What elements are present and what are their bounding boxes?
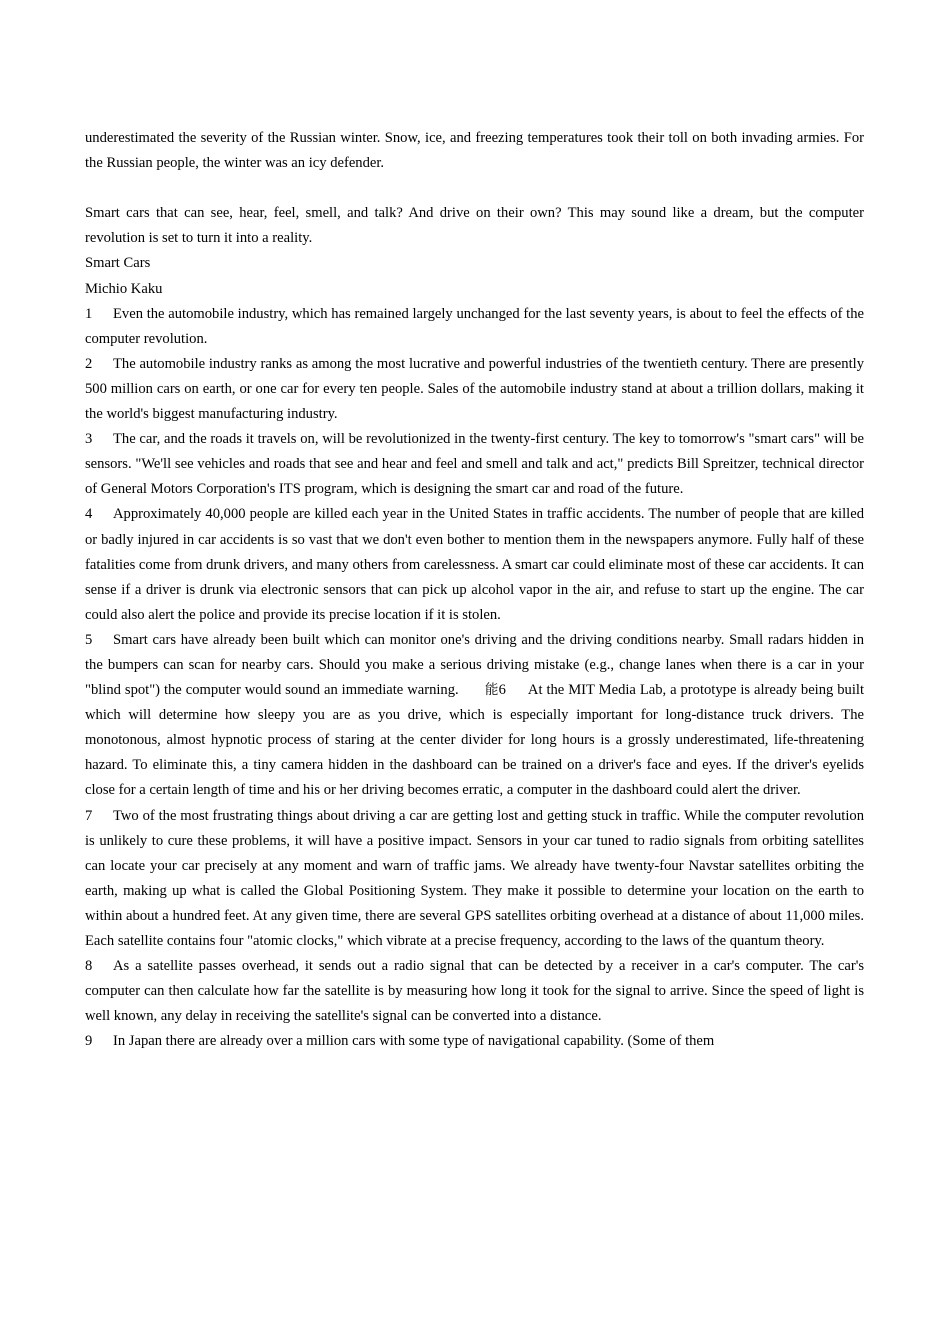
paragraph-number: 4 xyxy=(85,506,93,523)
paragraph-4 xyxy=(85,502,864,627)
paragraph-3 xyxy=(85,427,864,502)
paragraph-number: 8 xyxy=(85,958,93,975)
paragraph-number: 1 xyxy=(85,305,93,322)
paragraph-number: 7 xyxy=(85,807,93,824)
lead-in-paragraph: Smart cars that can see, hear, feel, smell, and talk? And drive on their own? This may sound like a dream, but the computer revolution is set to turn it into a reality. xyxy=(85,205,864,247)
paragraph-1 xyxy=(85,302,864,352)
paragraph-text: Even the automobile industry, which has remained largely unchanged for the last seventy years, is about to feel the effects of the computer revolution. xyxy=(85,305,864,347)
paragraph-text-after-artifact: At the MIT Media Lab, a prototype is already being built which will determine how sleepy you are as you drive, which is especially important for long-distance truck drivers. The monotonous, almost hypnotic process of staring at the center divider for long hours is a grossly underestimated, life-threatening hazard. To eliminate this, a tiny camera hidden in the dashboard can be trained on a driver's face and eyes. If the driver's eyelids close for a certain length of time and his or her driving becomes erratic, a computer in the dashboard could alert the driver. xyxy=(85,682,865,799)
paragraph-spacer xyxy=(85,176,864,201)
paragraph-number: 3 xyxy=(85,431,93,448)
paragraph-8 xyxy=(85,954,864,1029)
paragraph-text-before-artifact: Smart cars have already been built which can monitor one's driving and the driving conditions nearby. Small radars hidden in the bumpers can scan for nearby cars. Should you make a serious driving mistake (e.g., change lanes when there is a car in your "blind spot") the computer would sound an immediate warning. xyxy=(85,631,864,699)
paragraph-7 xyxy=(85,804,864,955)
paragraph-5-merged-6 xyxy=(85,628,864,804)
merged-paragraph-number: 6 xyxy=(498,682,506,699)
paragraph-number: 5 xyxy=(85,631,93,648)
text-column xyxy=(85,126,864,1054)
article-byline: Michio Kaku xyxy=(85,280,163,297)
paragraph-2 xyxy=(85,352,864,427)
paragraph-text: Approximately 40,000 people are killed each year in the United States in traffic accidents. The number of people that are killed or badly injured in car accidents is so vast that we don't even bother to mention them in the newspapers anymore. Fully half of these fatalities come from drunk drivers, and many others from carelessness. A smart car could eliminate most of these car accidents. It can sense if a driver is drunk via electronic sensors that can pick up alcohol vapor in the air, and refuse to start up the engine. The car could also alert the police and provide its precise location if it is stolen. xyxy=(85,506,864,623)
carryover-paragraph: underestimated the severity of the Russian winter. Snow, ice, and freezing temperatures took their toll on both invading armies. For the Russian people, the winter was an icy defender. xyxy=(85,130,864,172)
paragraph-9-truncated xyxy=(85,1029,864,1054)
paragraph-text: As a satellite passes overhead, it sends out a radio signal that can be detected by a receiver in a car's computer. The car's computer can then calculate how far the satellite is by measuring how long it took for the signal to arrive. Since the speed of light is well known, any delay in receiving the satellite's signal can be converted into a distance. xyxy=(85,958,864,1025)
paragraph-text: The car, and the roads it travels on, will be revolutionized in the twenty-first century. The key to tomorrow's "smart cars" will be sensors. "We'll see vehicles and roads that see and hear and feel and smell and talk and act," predicts Bill Spreitzer, technical director of General Motors Corporation's ITS program, which is designing the smart car and road of the future. xyxy=(85,431,864,498)
paragraph-text: In Japan there are already over a million cars with some type of navigational capability. (Some of them xyxy=(113,1033,715,1050)
paragraph-text: The automobile industry ranks as among the most lucrative and powerful industries of the twentieth century. There are presently 500 million cars on earth, or one car for every ten people. Sales of the automobile industry stand at about a trillion dollars, making it the world's biggest manufacturing industry. xyxy=(85,355,864,423)
paragraph-number: 2 xyxy=(85,355,93,372)
paragraph-text: Two of the most frustrating things about driving a car are getting lost and getting stuck in traffic. While the computer revolution is unlikely to cure these problems, it will have a positive impact. Sensors in your car tuned to radio signals from orbiting satellites can locate your car precisely at any moment and warn of traffic jams. We already have twenty-four Navstar satellites orbiting the earth, making up what is called the Global Positioning System. They make it possible to determine your location on the earth to within about a hundred feet. At any given time, there are several GPS satellites orbiting overhead at a distance of about 11,000 miles. Each satellite contains four "atomic clocks," which vibrate at a precise frequency, according to the laws of the quantum theory. xyxy=(85,807,864,949)
article-title: Smart Cars xyxy=(85,255,151,272)
stray-cjk-glyph: 能 xyxy=(484,683,499,699)
paragraph-number: 9 xyxy=(85,1033,93,1050)
